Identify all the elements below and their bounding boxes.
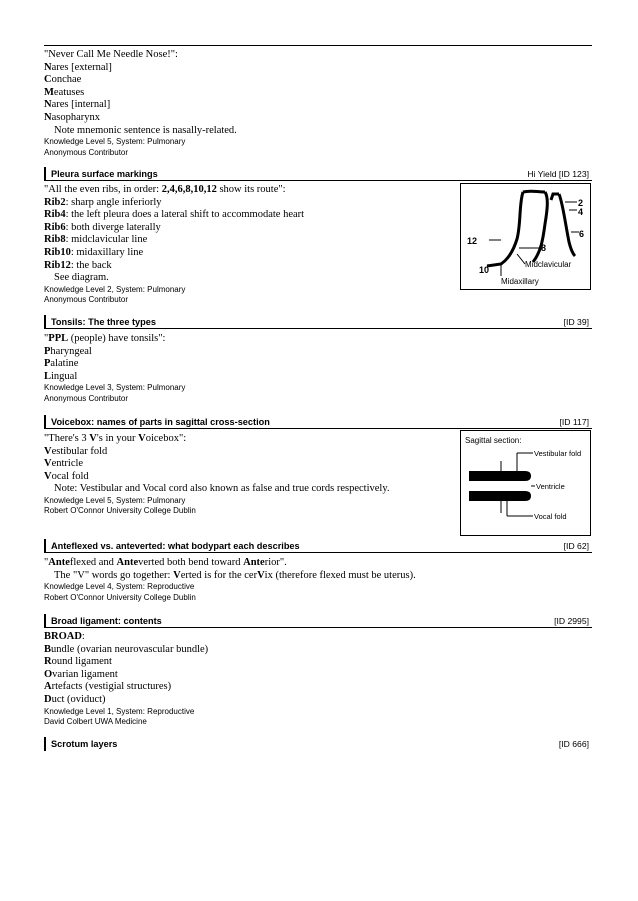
list-item: Duct (oviduct) (44, 693, 106, 705)
entry-header-anteflexed (44, 539, 592, 553)
knowledge-level: Knowledge Level 2, System: Pulmonary (44, 284, 186, 294)
knowledge-level: Knowledge Level 1, System: Reproductive (44, 706, 195, 716)
midclavicular-label: Midclavicular (525, 260, 572, 269)
ventricle-label: Ventricle (536, 482, 565, 491)
mnemonic-note: See diagram. (54, 272, 109, 284)
list-item: Rib2: sharp angle inferiorly (44, 196, 162, 208)
list-item: Ovarian ligament (44, 668, 118, 680)
contributor: David Colbert UWA Medicine (44, 716, 147, 726)
mnemonic-heading: BROAD: (44, 631, 85, 642)
voicebox-diagram (460, 430, 591, 536)
list-item: Bundle (ovarian neurovascular bundle) (44, 643, 209, 655)
list-item: Rib8: midclavicular line (44, 234, 148, 246)
midaxillary-label: Midaxillary (501, 277, 539, 286)
mnemonic-note: The "V" words go together: Verted is for the cerVix (therefore flexed must be uterus). (54, 569, 416, 581)
entry-title: Anteflexed vs. anteverted: what bodypart each describes (51, 541, 300, 551)
entry-title: Tonsils: The three types (51, 317, 156, 327)
contributor: Anonymous Contributor (44, 295, 129, 305)
mnemonic-note: Note mnemonic sentence is nasally-related. (54, 124, 237, 136)
entry-header-broad-ligament (44, 614, 592, 628)
list-item: Conchae (44, 74, 82, 86)
list-item: Nares [internal] (44, 99, 111, 111)
mnemonic-quote: "There's 3 V's in your Voicebox": (44, 433, 187, 444)
top-divider (44, 45, 592, 46)
mnemonic-quote: "All the even ribs, in order: 2,4,6,8,10,12 show its route": (44, 184, 286, 195)
rib-label-8: 8 (541, 243, 547, 253)
list-item: Rib10: midaxillary line (44, 246, 144, 258)
entry-header-pleura (44, 167, 592, 181)
mnemonic-quote: "Anteflexed and Anteverted both bend toward Anterior". (44, 557, 287, 568)
entry-nose-mnemonic (44, 49, 592, 158)
rib-label-10: 10 (479, 265, 490, 275)
entry-title: Pleura surface markings (51, 169, 158, 179)
entry-id-tag: Hi Yield [ID 123] (527, 169, 589, 179)
list-item: Round ligament (44, 656, 112, 668)
list-item: Rib12: the back (44, 259, 112, 271)
entry-id-tag: [ID 39] (563, 317, 589, 327)
list-item: Nares [external] (44, 61, 112, 73)
list-item: Vocal fold (44, 470, 89, 482)
contributor: Anonymous Contributor (44, 147, 129, 157)
entry-id-tag: [ID 666] (558, 739, 589, 749)
knowledge-level: Knowledge Level 3, System: Pulmonary (44, 383, 186, 393)
list-item: Rib6: both diverge laterally (44, 221, 161, 233)
list-item: Pharyngeal (44, 345, 92, 357)
entry-tonsils (44, 333, 592, 404)
rib-label-12: 12 (467, 236, 478, 246)
entry-broad-ligament (44, 631, 592, 727)
entry-id-tag: [ID 62] (563, 541, 589, 551)
mnemonic-quote: "Never Call Me Needle Nose!": (44, 49, 178, 60)
contributor: Robert O'Connor University College Dublin (44, 506, 196, 516)
knowledge-level: Knowledge Level 4, System: Reproductive (44, 582, 195, 592)
entry-id-tag: [ID 117] (559, 417, 589, 427)
contributor: Robert O'Connor University College Dublin (44, 592, 196, 602)
list-item: Vestibular fold (44, 445, 108, 457)
entry-anteflexed (44, 557, 592, 603)
entry-id-tag: [ID 2995] (554, 616, 589, 626)
rib-label-6: 6 (579, 229, 585, 239)
vocal-fold-label: Vocal fold (534, 512, 567, 521)
entry-title: Broad ligament: contents (51, 616, 162, 626)
mnemonic-note: Note: Vestibular and Vocal cord also known as false and true cords respectively. (54, 483, 390, 495)
entry-title: Scrotum layers (51, 739, 118, 749)
entry-header-voicebox (44, 415, 592, 429)
list-item: Meatuses (44, 86, 85, 98)
vestibular-fold-label: Vestibular fold (534, 449, 582, 458)
sagittal-heading: Sagittal section: (465, 436, 522, 445)
rib-label-4: 4 (578, 207, 584, 217)
mnemonic-quote: "PPL (people) have tonsils": (44, 333, 166, 344)
list-item: Ventricle (44, 458, 84, 470)
list-item: Artefacts (vestigial structures) (44, 681, 172, 693)
knowledge-level: Knowledge Level 5, System: Pulmonary (44, 137, 186, 147)
list-item: Lingual (44, 370, 78, 382)
entry-header-scrotum (44, 737, 592, 751)
entry-title: Voicebox: names of parts in sagittal cross-section (51, 417, 270, 427)
list-item: Nasopharynx (44, 111, 100, 123)
contributor: Anonymous Contributor (44, 393, 129, 403)
pleura-diagram (460, 183, 591, 290)
knowledge-level: Knowledge Level 5, System: Pulmonary (44, 495, 186, 505)
list-item: Palatine (44, 358, 79, 370)
list-item: Rib4: the left pleura does a lateral shift to accommodate heart (44, 209, 305, 221)
entry-header-tonsils (44, 315, 592, 329)
rib-label-2: 2 (578, 198, 584, 208)
